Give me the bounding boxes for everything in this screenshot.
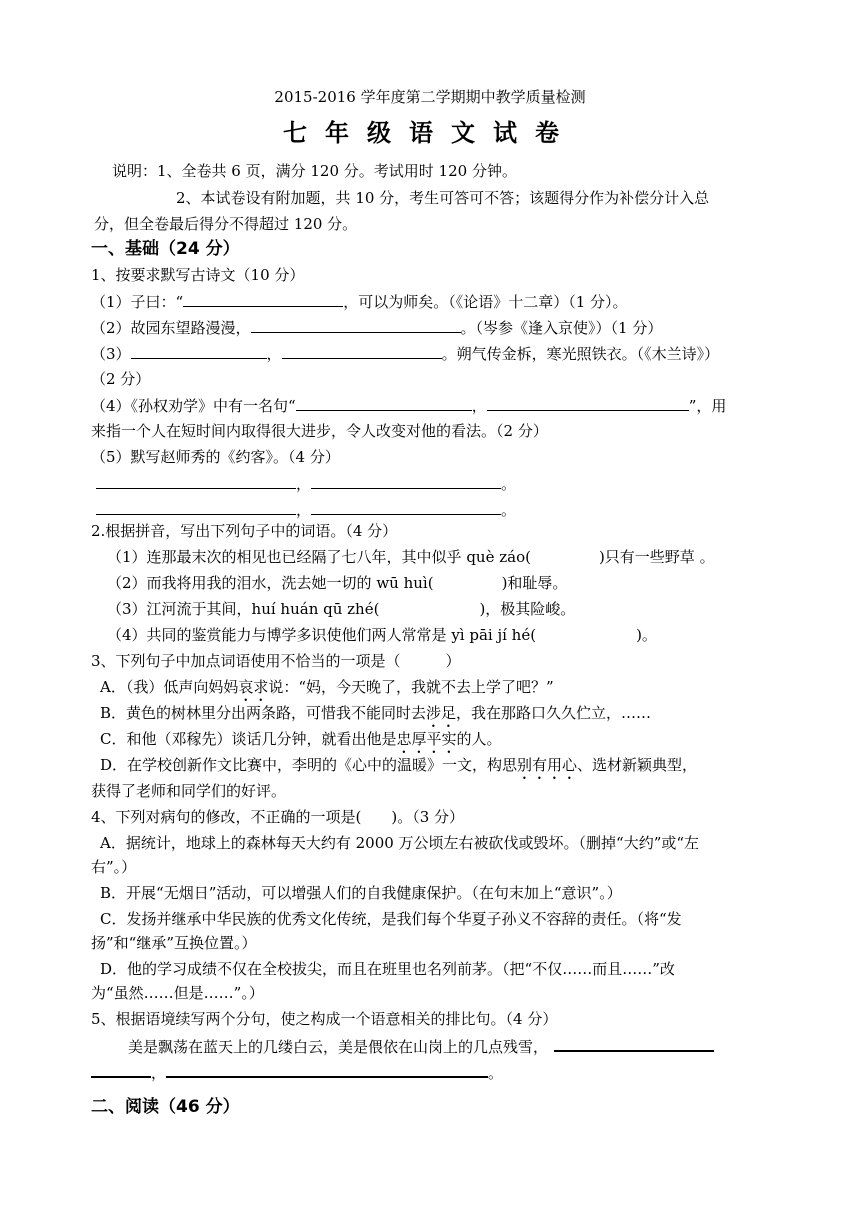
answer-blank[interactable] — [166, 1060, 488, 1078]
section-2-heading: 二、阅读（46 分） — [91, 1097, 240, 1117]
q2-sub1-a: （1）连那最末次的相见也已经隔了七八年，其中似乎 què záo( — [107, 548, 531, 566]
answer-blank[interactable] — [91, 1060, 151, 1078]
q3-title: 3、下列句子中加点词语使用不恰当的一项是（ ） — [91, 652, 461, 670]
page-title: 七年级语文试卷 — [283, 118, 577, 147]
q4-option-c: C．发扬并继承中华民族的优秀文化传统，是我们每个华夏子孙义不容辞的责任。（将“发 — [100, 910, 682, 928]
q3-option-b — [100, 702, 860, 731]
period: 。 — [501, 475, 517, 493]
comma: ， — [296, 501, 312, 519]
q2-sub1 — [107, 546, 860, 568]
q3-b-pre: B．黄色的树林里分出两条路，可惜我不能同时去 — [100, 704, 427, 722]
q3-option-c — [100, 728, 860, 757]
q4-option-b: B．开展“无烟日”活动，可以增强人们的自我健康保护。（在句末加上“意识”。） — [100, 884, 622, 902]
q2-sub3-a: （3）江河流于其间，huí huán qū zhé( — [107, 600, 380, 618]
q1-sub1-post: ，可以为师矣。（《论语》十二章）（1 分）。 — [343, 293, 628, 311]
answer-blank[interactable] — [311, 472, 501, 489]
q3-b-post: ，我在那路口久久伫立，…… — [456, 704, 652, 722]
q1-sub4-pre: （4）《孙权劝学》中有一名句“ — [91, 397, 296, 415]
q1-sub3 — [91, 342, 860, 365]
q1-title: 1、按要求默写古诗文（10 分） — [91, 266, 305, 284]
q1-sub5-line1 — [96, 472, 860, 495]
q1-sub1 — [91, 290, 860, 313]
answer-blank[interactable] — [251, 316, 461, 333]
period: 。 — [488, 1064, 504, 1082]
q1-sub4-mid: ， — [471, 397, 487, 415]
note-2b: 分，但全卷最后得分不得超过 120 分。 — [94, 215, 358, 233]
q1-sub4 — [91, 394, 860, 417]
dotted-word: 哀求 — [238, 678, 269, 696]
q2-sub2-b: )和耻辱。 — [501, 574, 568, 592]
note-2a: 2、本试卷设有附加题，共 10 分，考生可答可不答；该题得分作为补偿分计入总 — [176, 189, 710, 207]
q2-sub4-b: )。 — [636, 626, 657, 644]
answer-blank[interactable] — [296, 394, 472, 411]
answer-blank[interactable] — [131, 342, 267, 359]
comma: ， — [151, 1064, 167, 1082]
q3-c-pre: C．和他（邓稼先）谈话几分钟，就看出他是 — [100, 730, 397, 748]
q4-option-a-cont: 右”。） — [91, 858, 137, 876]
q2-title: 2.根据拼音，写出下列句子中的词语。（4 分） — [91, 522, 398, 540]
answer-blank[interactable] — [487, 394, 689, 411]
q1-sub2 — [91, 316, 860, 339]
q5-prompt: 美是飘荡在蓝天上的几缕白云，美是偎依在山岗上的几点残雪， — [128, 1038, 549, 1056]
q4-option-d: D．他的学习成绩不仅在全校拔尖，而且在班里也名列前茅。（把“不仅……而且……”改 — [100, 960, 675, 978]
q4-option-c-cont: 扬”和“继承”互换位置。） — [91, 934, 257, 952]
q5-text — [128, 1034, 860, 1058]
dotted-word: 别有用心 — [517, 756, 578, 774]
q1-sub2-pre: （2）故园东望路漫漫， — [91, 319, 251, 337]
q4-option-a: A．据统计，地球上的森林每天大约有 2000 万公顷左右被砍伐或毁坏。（删掉“大约”或“左 — [100, 834, 700, 852]
period: 。 — [501, 501, 517, 519]
q2-sub3 — [107, 598, 860, 620]
q3-a-pre: A．（我）低声向妈妈 — [100, 678, 239, 696]
q3-c-post: 的人。 — [456, 730, 502, 748]
answer-blank[interactable] — [96, 498, 296, 515]
q1-sub4-cont: 来指一个人在短时间内取得很大进步，令人改变对他的看法。（2 分） — [91, 422, 548, 440]
q1-sub3-pre: （3） — [91, 345, 131, 363]
q3-a-post: 说：“妈，今天晚了，我就不去上学了吧？” — [268, 678, 554, 696]
q3-option-d-cont: 获得了老师和同学们的好评。 — [91, 782, 287, 800]
q1-sub1-pre: （1）子曰：“ — [91, 293, 184, 311]
q2-sub2 — [107, 572, 860, 594]
q3-d-pre: D．在学校创新作文比赛中，李明的《心中的温暖》一文，构思 — [100, 756, 518, 774]
q2-sub1-b: )只有一些野草 。 — [598, 548, 715, 566]
section-1-heading: 一、基础（24 分） — [91, 239, 240, 259]
answer-blank[interactable] — [282, 342, 442, 359]
q3-d-post: 、选材新颖典型， — [577, 756, 698, 774]
q2-sub4 — [107, 624, 860, 646]
q1-sub4-post: ”，用 — [688, 397, 727, 415]
year-line: 2015-2016 学年度第二学期期中教学质量检测 — [274, 88, 586, 106]
dotted-word: 涉足 — [426, 704, 457, 722]
answer-blank[interactable] — [311, 498, 501, 515]
q4-option-d-cont: 为“虽然……但是……”。） — [91, 984, 264, 1002]
q3-option-d — [100, 754, 860, 783]
q1-sub5: （5）默写赵师秀的《约客》。（4 分） — [91, 448, 340, 466]
q1-sub5-line2 — [96, 498, 860, 521]
q2-sub4-a: （4）共同的鉴赏能力与博学多识使他们两人常常是 yì pāi jí hé( — [107, 626, 537, 644]
q4-title: 4、下列对病句的修改，不正确的一项是( )。（3 分） — [91, 808, 465, 826]
note-1: 说明：1、全卷共 6 页，满分 120 分。考试用时 120 分钟。 — [112, 162, 517, 180]
q5-title: 5、根据语境续写两个分句，使之构成一个语意相关的排比句。（4 分） — [91, 1010, 558, 1028]
answer-blank[interactable] — [554, 1034, 714, 1052]
q2-sub2-a: （2）而我将用我的泪水，洗去她一切的 wū huì( — [107, 574, 434, 592]
q3-option-a — [100, 676, 860, 705]
q1-sub3-mid: ， — [266, 345, 282, 363]
q1-sub2-post: 。（岑参《逢入京使》）（1 分） — [460, 319, 663, 337]
q2-sub3-b: )，极其险峻。 — [479, 600, 576, 618]
comma: ， — [296, 475, 312, 493]
answer-blank[interactable] — [96, 472, 296, 489]
q1-sub3-post: 。朔气传金柝，寒光照铁衣。（《木兰诗》） — [441, 345, 720, 363]
answer-blank[interactable] — [183, 290, 343, 307]
q5-answer-line — [91, 1060, 860, 1084]
q1-sub3-score: （2 分） — [91, 370, 151, 388]
dotted-word: 忠厚平实 — [396, 730, 457, 748]
